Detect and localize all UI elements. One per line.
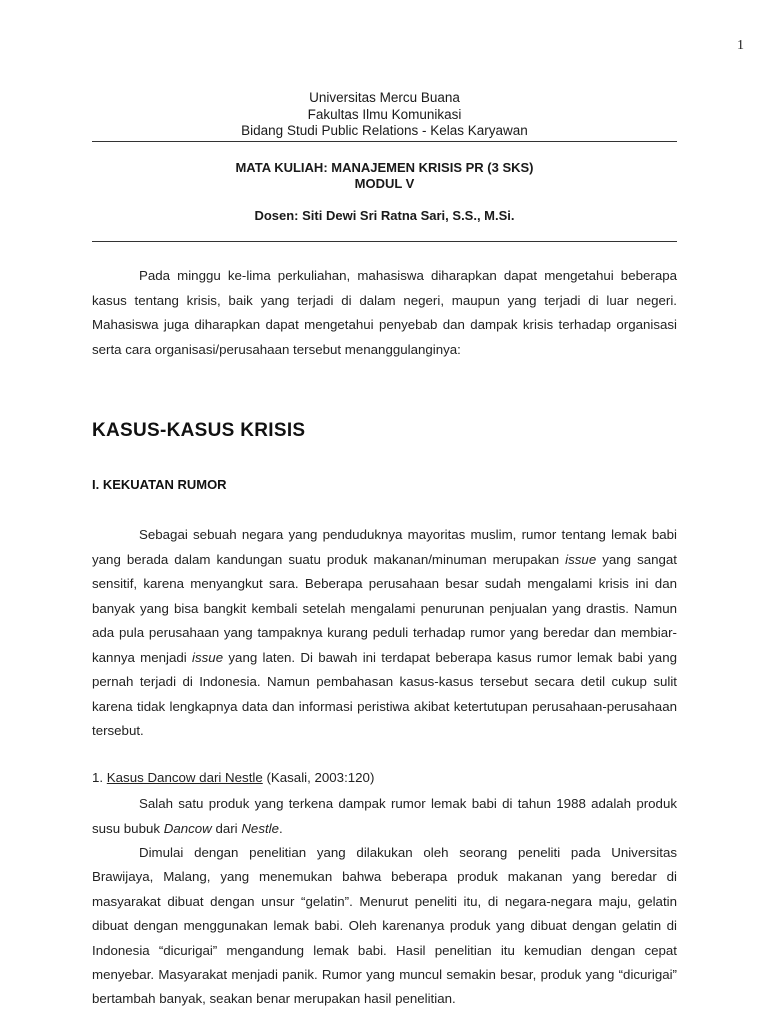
case-paragraph-2: Dimulai dengan penelitian yang dilakukan oleh seorang peneliti pada Universitas Brawijaya, Malang, yang menemukan bahwa beberapa produk makanan yang beredar di masyarakat dibuat dengan unsur “gelatin”. Menurut peneliti itu, di negara-negara maju, gelatin dibuat dengan menggunakan lemak babi. Oleh karenanya produk yang dibuat dengan gelatin di Indonesia “dicurigai” mengandung lemak babi. Hasil penelitian itu kemudian dengan cepat menyebar. Masyarakat menjadi panik. Rumor yang muncul semakin besar, produk yang “dicurigai” bertambah banyak, seakan benar merupakan hasil penelitian. (92, 845, 677, 1007)
program-name: Bidang Studi Public Relations - Kelas Karyawan (241, 123, 528, 138)
case-number: 1. (92, 770, 104, 785)
document-header (92, 90, 677, 140)
case-paragraph-1 (92, 792, 677, 841)
italic-term: Nestle (241, 820, 280, 836)
course-info (92, 160, 677, 192)
faculty-name: Fakultas Ilmu Komunikasi (307, 106, 462, 122)
main-heading: KASUS-KASUS KRISIS (92, 420, 306, 441)
text-run: Sebagai sebuah negara yang penduduknya mayoritas muslim, rumor tentang lemak babi yang berada dalam kandungan suatu produk makanan/minuman merupakan (92, 527, 677, 567)
text-run: . (279, 820, 283, 836)
case-citation: (Kasali, 2003:120) (266, 770, 375, 785)
lecturer-name: Dosen: Siti Dewi Sri Ratna Sari, S.S., M.Si. (254, 208, 515, 223)
module-label: MODUL V (354, 176, 415, 191)
case-title: Kasus Dancow dari Nestle (106, 770, 263, 785)
header-divider (92, 141, 677, 142)
text-run: dari (211, 820, 242, 836)
text-run: Salah satu produk yang terkena dampak rumor lemak babi di tahun 1988 adalah produk susu bubuk (92, 796, 677, 836)
university-name: Universitas Mercu Buana (309, 90, 460, 105)
italic-term: Dancow (163, 820, 212, 836)
section-paragraph (92, 523, 677, 744)
italic-term: issue (565, 551, 597, 567)
course-title: MATA KULIAH: MANAJEMEN KRISIS PR (3 SKS) (235, 160, 534, 175)
case-heading (92, 770, 374, 785)
text-run: yang sangat sensitif, karena menyangkut sara. Beberapa perusahaan besar sudah mengalami krisis ini dan banyak yang bisa bangkit kembali setelah mengalami penurunan penjualan yang drastis. Namun ada pula perusahaan yang tampaknya kurang peduli terhadap rumor yang beredar dan membiar-kannya menjadi (92, 551, 678, 665)
page-number: 1 (737, 38, 744, 53)
course-divider (92, 241, 677, 242)
section-heading: I. KEKUATAN RUMOR (92, 477, 227, 492)
italic-term: issue (192, 649, 224, 665)
text-run: yang laten. Di bawah ini terdapat beberapa kasus rumor lemak babi yang pernah terjadi di Indonesia. Namun pembahasan kasus-kasus tersebut secara detil cukup sulit karena tidak lengkapnya data dan informasi peristiwa akibat ketertutupan perusahaan-perusahaan tersebut. (92, 649, 677, 738)
intro-paragraph: Pada minggu ke-lima perkuliahan, mahasiswa diharapkan dapat mengetahui beberapa kasus tentang krisis, baik yang terjadi di dalam negeri, maupun yang terjadi di luar negeri. Mahasiswa juga diharapkan dapat mengetahui penyebab dan dampak krisis terhadap organisasi serta cara organisasi/perusahaan tersebut menanggulanginya: (92, 268, 677, 357)
